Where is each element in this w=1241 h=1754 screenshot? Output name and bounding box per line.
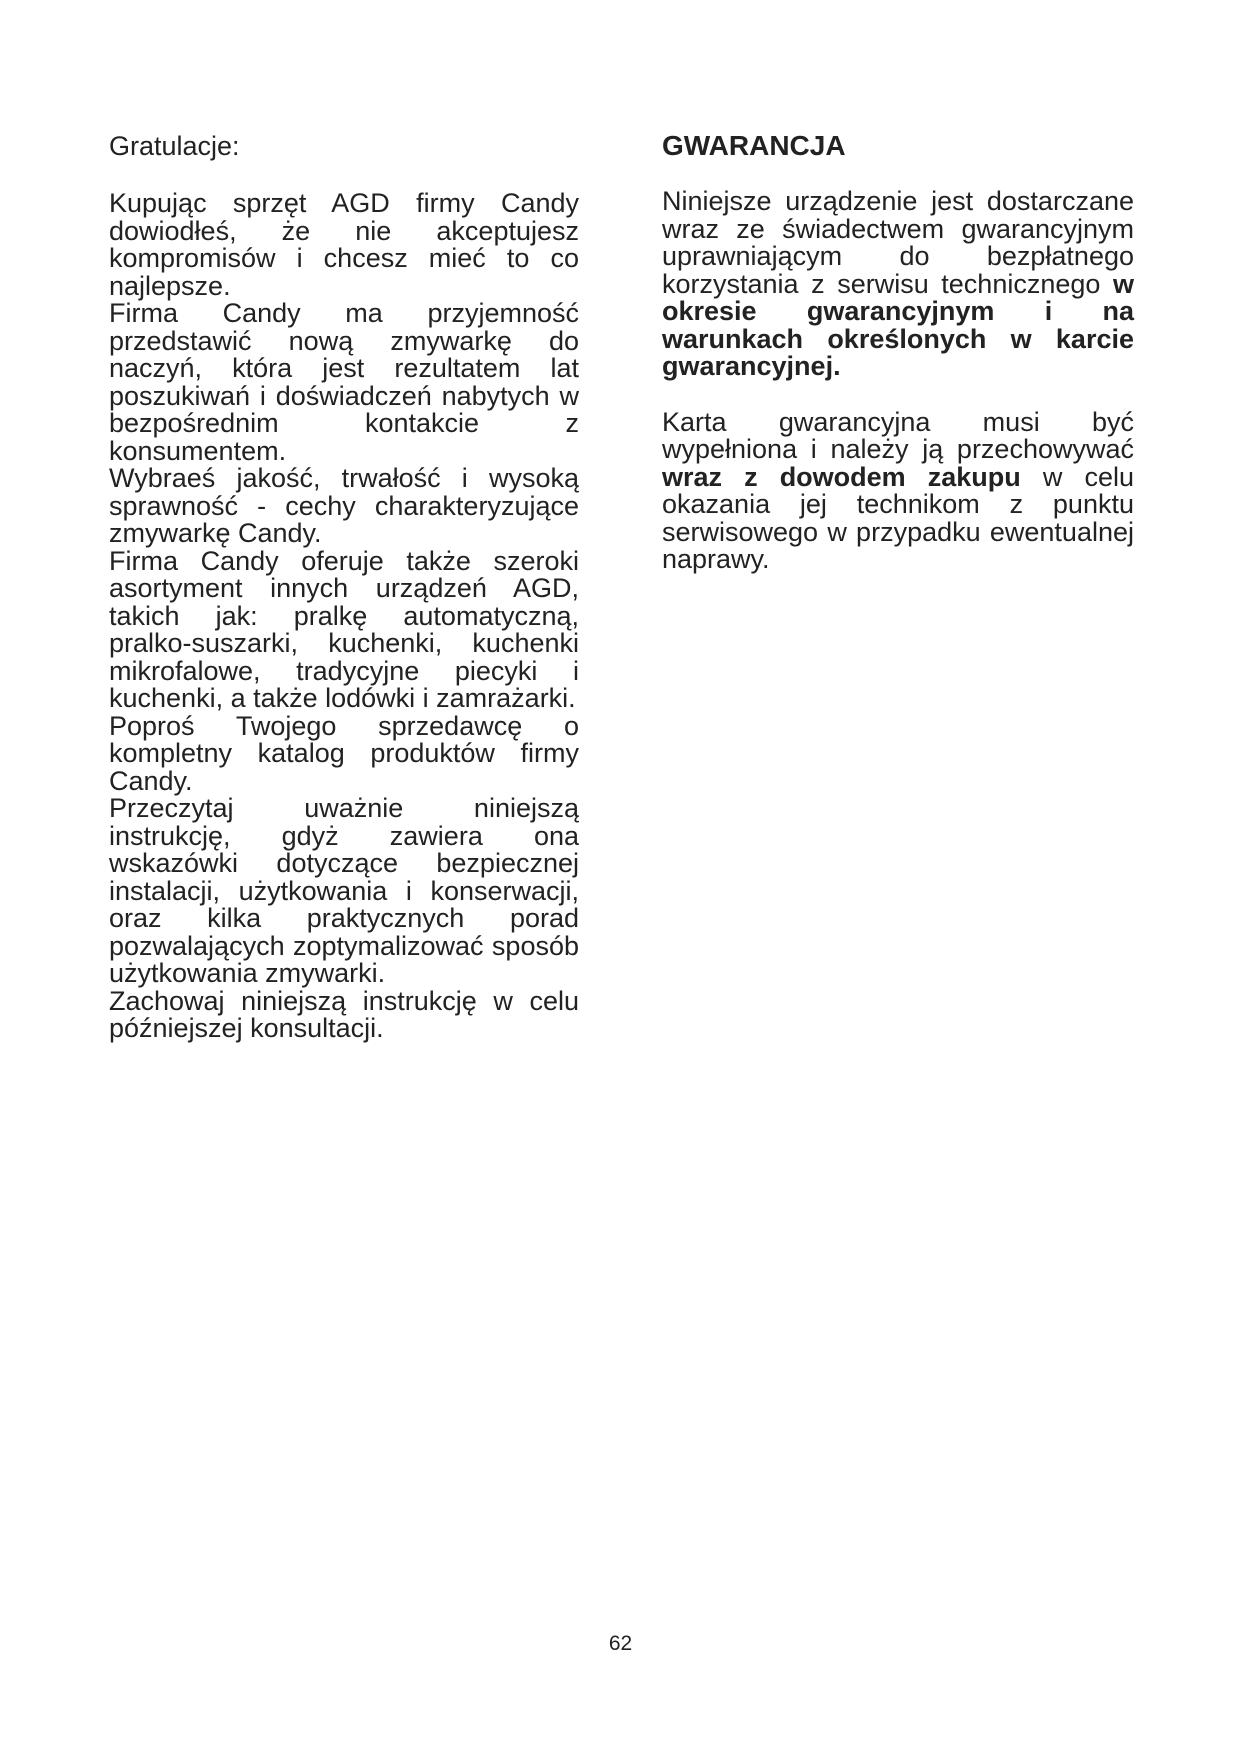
paragraph-read-instructions: Przeczytaj uważnie niniejszą instrukcję, gdyż zawiera ona wskazówki dotyczące bezpiecznej instalacji, użytkowania i konserwacji, oraz kilka praktycznych porad pozwalających zoptymalizować sposób użytkowania zmywarki. (109, 793, 579, 988)
paragraph-catalog: Poproś Twojego sprzedawcę o kompletny katalog produktów firmy Candy. (109, 710, 579, 796)
paragraph-quality: Wybraeś jakość, trwałość i wysoką sprawność - cechy charakteryzujące zmywarkę Candy. (109, 463, 579, 548)
right-column (662, 132, 1134, 574)
warranty-text: Niniejsze urządzenie jest dostarczane wraz ze świadectwem gwarancyjnym uprawniającym do bezpłatnego korzystania z serwisu technicznego (662, 186, 1134, 299)
card-text-before: Karta gwarancyjna musi być wypełniona i należy ją przechowywać (662, 406, 1134, 464)
warranty-heading: GWARANCJA (662, 130, 846, 161)
page-number: 62 (608, 1632, 633, 1655)
paragraph-product-range: Firma Candy oferuje także szeroki asortyment innych urządzeń AGD, takich jak: pralkę automatyczną, pralko-suszarki, kuchenki, kuchenki mikrofalowe, tradycyjne piecyki i kuchenki, a także lodówki i zamrażarki. (109, 545, 579, 713)
warranty-text-bold: w okresie gwarancyjnym i na warunkach określonych w karcie gwarancyjnej. (662, 268, 1134, 381)
greeting: Gratulacje: (109, 131, 240, 161)
paragraph-keep-instructions: Zachowaj niniejszą instrukcję w celu późniejszej konsultacji. (109, 985, 579, 1043)
paragraph-warranty-card (662, 406, 1134, 574)
left-column (109, 132, 579, 1043)
card-text-bold: wraz z dowodem zakupu (662, 461, 1021, 492)
paragraph-new-dishwasher: Firma Candy ma przyjemność przedstawić nową zmywarkę do naczyń, która jest rezultatem lat poszukiwań i doświadczeń nabytych w bezpośrednim kontakcie z konsumentem. (109, 298, 579, 466)
paragraph-candy-purchase: Kupując sprzęt AGD firmy Candy dowiodłeś, że nie akceptujesz kompromisów i chcesz mieć to co najlepsze. (109, 188, 579, 301)
card-text-after: w celu okazania jej technikom z punktu serwisowego w przypadku ewentualnej naprawy. (662, 461, 1134, 574)
paragraph-warranty (662, 188, 1134, 381)
